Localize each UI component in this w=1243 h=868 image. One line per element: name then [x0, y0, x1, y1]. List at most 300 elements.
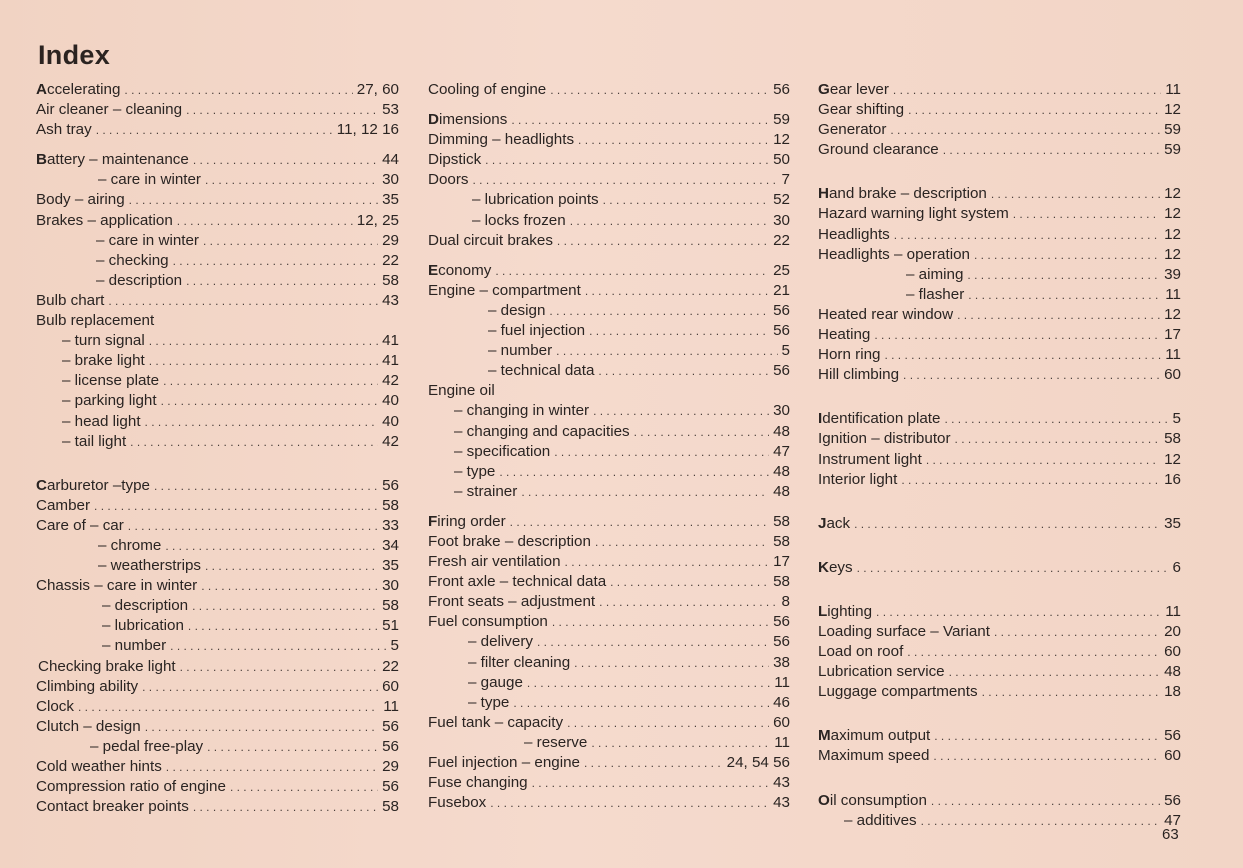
- index-entry-text: arburetor –type: [46, 476, 150, 494]
- index-entry-label: [428, 592, 595, 612]
- index-entry-pages: 17: [1164, 326, 1181, 344]
- dot-leader: [513, 693, 769, 713]
- index-entry-pages: 12: [1164, 245, 1181, 263]
- index-entry-text: – weatherstrips: [98, 557, 201, 575]
- index-entry-label: [428, 512, 506, 532]
- index-entry-pages: 56: [382, 778, 399, 796]
- index-entry-pages: 38: [773, 653, 790, 671]
- index-entry-label: [818, 100, 904, 120]
- index-entry: [818, 682, 1181, 702]
- dot-leader: [974, 245, 1160, 265]
- dot-leader: [890, 120, 1160, 140]
- dot-leader: [907, 642, 1160, 662]
- dot-leader: [511, 110, 769, 130]
- index-entry-label: [36, 616, 184, 636]
- dot-leader: [901, 470, 1160, 490]
- dot-leader: [154, 476, 378, 496]
- index-entry-label: [428, 341, 552, 361]
- index-initial-letter: K: [818, 558, 829, 576]
- index-entry: [428, 462, 790, 482]
- dot-leader: [874, 325, 1160, 345]
- dot-leader: [201, 576, 378, 596]
- index-entry-label: [428, 653, 570, 673]
- index-entry: [36, 100, 399, 120]
- index-entry-label: [428, 211, 566, 231]
- index-entry-text: – reserve: [524, 733, 588, 751]
- index-entry-label: [428, 442, 550, 462]
- index-entry: [428, 693, 790, 713]
- index-entry: [36, 150, 399, 170]
- index-entry-text: – gauge: [468, 673, 523, 691]
- dot-leader: [854, 514, 1160, 534]
- index-entry-text: iring order: [437, 512, 506, 530]
- index-entry: [818, 470, 1181, 490]
- dot-leader: [145, 717, 378, 737]
- index-entry-text: Headlights – operation: [818, 245, 970, 263]
- dot-leader: [994, 622, 1160, 642]
- index-entry-text: Heating: [818, 326, 871, 344]
- index-entry-pages: 41: [382, 352, 399, 370]
- index-entry: [818, 225, 1181, 245]
- dot-leader: [96, 120, 333, 140]
- index-column-3: [818, 80, 1181, 831]
- index-entry: [36, 120, 399, 140]
- index-entry-pages: 22: [382, 251, 399, 269]
- index-entry: [818, 265, 1181, 285]
- index-entry-label: [818, 662, 945, 682]
- index-entry-text: Camber: [36, 496, 91, 514]
- index-entry-text: Hill climbing: [818, 366, 900, 384]
- index-entry-pages: 48: [773, 462, 790, 480]
- index-entry-text: Body – airing: [36, 191, 125, 209]
- index-entry: [36, 496, 399, 516]
- dot-leader: [549, 301, 769, 321]
- dot-leader: [186, 100, 378, 120]
- index-entry-text: – description: [102, 597, 189, 615]
- dot-leader: [129, 190, 378, 210]
- index-entry-label: [818, 140, 939, 160]
- dot-leader: [124, 80, 352, 100]
- index-entry-label: [428, 381, 495, 401]
- index-initial-letter: A: [36, 81, 47, 98]
- index-initial-letter: I: [818, 410, 823, 428]
- index-entry-pages: 6: [1172, 558, 1181, 576]
- index-entry-pages: 48: [1164, 663, 1181, 681]
- index-entry-text: – license plate: [62, 372, 160, 390]
- index-entry: [428, 673, 790, 693]
- index-entry-text: Climbing ability: [36, 677, 139, 695]
- index-entry: [818, 285, 1181, 305]
- index-entry-text: ighting: [827, 602, 873, 620]
- index-initial-letter: O: [818, 791, 830, 809]
- index-entry-pages: 60: [1164, 643, 1181, 661]
- index-initial-letter: B: [36, 151, 47, 169]
- index-entry: [36, 757, 399, 777]
- index-entry-label: [428, 693, 509, 713]
- index-entry: [818, 140, 1181, 160]
- index-entry-label: [428, 532, 591, 552]
- index-entry: [818, 80, 1181, 100]
- dot-leader: [610, 572, 769, 592]
- dot-leader: [593, 401, 769, 421]
- index-entry-pages: 24, 54 56: [726, 754, 790, 771]
- dot-leader: [554, 442, 769, 462]
- index-entry-label: [428, 231, 553, 251]
- index-entry-pages: 12: [1164, 185, 1181, 203]
- dot-leader: [876, 602, 1161, 622]
- index-entry-label: [428, 612, 548, 632]
- dot-leader: [499, 462, 769, 482]
- index-entry-pages: 30: [773, 402, 790, 420]
- dot-leader: [495, 261, 769, 281]
- index-entry-pages: 34: [382, 536, 399, 554]
- index-entry-text: – flasher: [906, 285, 965, 303]
- dot-leader: [893, 80, 1161, 100]
- dot-leader: [170, 636, 386, 656]
- index-initial-letter: E: [428, 261, 439, 279]
- index-entry-pages: 58: [773, 573, 790, 591]
- index-entry: [36, 190, 399, 210]
- index-entry-pages: 58: [382, 597, 399, 615]
- index-entry-text: Fuel tank – capacity: [428, 713, 564, 731]
- index-entry-pages: 48: [773, 482, 790, 500]
- index-entry-text: – specification: [454, 442, 551, 460]
- index-entry-pages: 29: [382, 758, 399, 775]
- dot-leader: [968, 285, 1161, 305]
- index-entry-label: [818, 811, 917, 831]
- index-entry-text: Air cleaner – cleaning: [36, 101, 183, 119]
- index-entry-label: [36, 576, 197, 596]
- index-entry-text: – technical data: [488, 362, 595, 380]
- dot-leader: [591, 733, 770, 753]
- index-entry-pages: 58: [1164, 430, 1181, 448]
- index-entry-label: [36, 80, 120, 100]
- dot-leader: [161, 391, 379, 411]
- dot-leader: [521, 482, 769, 502]
- dot-leader: [957, 305, 1160, 325]
- index-entry-text: – care in winter: [98, 171, 201, 189]
- dot-leader: [128, 516, 378, 536]
- index-entry-text: – type: [454, 462, 496, 480]
- dot-leader: [931, 791, 1160, 811]
- index-entry-pages: 33: [382, 516, 399, 534]
- index-entry: [36, 331, 399, 351]
- index-entry: [428, 482, 790, 502]
- index-entry-label: [36, 231, 199, 251]
- index-entry-text: Luggage compartments: [818, 683, 978, 701]
- index-entry: [428, 150, 790, 170]
- index-entry-label: [428, 793, 486, 813]
- dot-leader: [570, 211, 769, 231]
- index-entry: [428, 422, 790, 442]
- index-entry-pages: 12: [1164, 450, 1181, 468]
- dot-leader: [165, 536, 378, 556]
- index-entry: [818, 305, 1181, 325]
- index-entry-text: Hazard warning light system: [818, 205, 1009, 223]
- index-entry: [428, 592, 790, 612]
- index-entry: [818, 746, 1181, 766]
- index-entry-label: [36, 331, 145, 351]
- index-entry: [428, 572, 790, 592]
- index-entry-pages: 46: [773, 693, 790, 711]
- index-entry-label: [36, 150, 189, 170]
- index-entry-pages: 30: [382, 577, 399, 595]
- dot-leader: [166, 757, 378, 777]
- index-entry-label: [36, 757, 162, 777]
- index-entry-pages: 41: [382, 332, 399, 350]
- index-entry-pages: 12: [1164, 305, 1181, 323]
- dot-leader: [473, 170, 778, 190]
- dot-leader: [943, 140, 1160, 160]
- index-entry-pages: 56: [382, 476, 399, 494]
- index-entry-text: Generator: [818, 121, 887, 139]
- index-entry: [428, 341, 790, 361]
- index-entry-text: Clock: [36, 697, 74, 715]
- index-entry-text: – checking: [96, 251, 169, 269]
- dot-leader: [634, 422, 769, 442]
- index-entry-text: Doors: [428, 171, 469, 189]
- index-initial-letter: C: [36, 476, 47, 494]
- index-entry-pages: 42: [382, 372, 399, 390]
- index-entry-text: – changing in winter: [454, 402, 590, 420]
- index-entry: [428, 361, 790, 381]
- index-entry-pages: 58: [773, 532, 790, 550]
- index-entry-label: [428, 361, 594, 381]
- index-entry-text: – filter cleaning: [468, 653, 571, 671]
- index-entry-pages: 11: [1165, 346, 1181, 364]
- index-entry-pages: 40: [382, 392, 399, 410]
- index-entry-pages: 60: [1164, 366, 1181, 384]
- index-entry-label: [428, 713, 563, 733]
- index-entry: [818, 365, 1181, 385]
- index-entry: [428, 653, 790, 673]
- index-entry-pages: 43: [773, 794, 790, 812]
- index-entry-pages: 16: [1164, 470, 1181, 488]
- index-entry: [36, 291, 399, 311]
- index-entry-pages: 11, 12 16: [336, 121, 399, 139]
- index-entry-pages: 12, 25: [356, 211, 399, 229]
- index-entry-label: [428, 462, 495, 482]
- index-entry: [428, 532, 790, 552]
- index-entry-text: – brake light: [62, 352, 145, 370]
- index-entry: [818, 450, 1181, 470]
- index-entry-pages: 58: [382, 271, 399, 289]
- index-entry-text: attery – maintenance: [46, 151, 189, 169]
- index-entry-pages: 30: [773, 211, 790, 229]
- dot-leader: [574, 653, 769, 673]
- index-entry-text: ccelerating: [46, 81, 121, 98]
- index-entry-text: il consumption: [829, 791, 927, 809]
- index-entry-pages: 56: [773, 362, 790, 380]
- index-entry: [428, 190, 790, 210]
- index-entry-pages: 7: [781, 171, 790, 189]
- index-entry: [36, 616, 399, 636]
- index-entry-text: imensions: [438, 111, 508, 129]
- index-entry-label: [428, 673, 523, 693]
- index-entry: [428, 512, 790, 532]
- index-entry-label: [818, 429, 951, 449]
- index-entry-label: [818, 409, 940, 429]
- index-entry: [428, 552, 790, 572]
- index-entry-label: [428, 733, 587, 753]
- index-entry-label: [818, 285, 964, 305]
- index-entry-pages: 51: [382, 617, 399, 635]
- index-entry-label: [428, 572, 606, 592]
- dot-leader: [192, 596, 378, 616]
- dot-leader: [967, 265, 1160, 285]
- index-entry-label: [36, 596, 188, 616]
- index-entry-pages: 58: [773, 512, 790, 530]
- index-entry-text: – description: [96, 271, 183, 289]
- index-entry-text: Front seats – adjustment: [428, 593, 596, 611]
- dot-leader: [934, 726, 1160, 746]
- index-entry-label: [36, 657, 176, 677]
- index-entry-text: Clutch – design: [36, 717, 141, 735]
- dot-leader: [149, 351, 378, 371]
- index-entry-label: [818, 345, 880, 365]
- index-column-1: [36, 80, 399, 817]
- index-entry: [36, 717, 399, 737]
- dot-leader: [180, 657, 378, 677]
- index-entry-text: – number: [488, 342, 553, 360]
- dot-leader: [585, 281, 769, 301]
- index-entry: [36, 737, 399, 757]
- index-entry-pages: 17: [773, 553, 790, 571]
- index-initial-letter: D: [428, 111, 439, 129]
- index-entry-text: – aiming: [906, 265, 964, 283]
- index-entry-label: [818, 365, 899, 385]
- index-entry-pages: 11: [1165, 285, 1181, 303]
- dot-leader: [94, 496, 378, 516]
- index-entry-pages: 59: [1164, 141, 1181, 159]
- dot-leader: [908, 100, 1160, 120]
- index-entry: [818, 514, 1181, 534]
- dot-leader: [884, 345, 1161, 365]
- index-entry-label: [818, 184, 987, 204]
- index-entry-pages: 11: [1165, 602, 1181, 620]
- index-entry-label: [36, 636, 166, 656]
- index-entry-pages: 35: [382, 557, 399, 575]
- index-entry-text: Dipstick: [428, 151, 482, 169]
- dot-leader: [603, 190, 769, 210]
- index-entry-label: [818, 642, 903, 662]
- index-initial-letter: F: [428, 512, 438, 530]
- index-entry: [36, 371, 399, 391]
- index-entry: [428, 211, 790, 231]
- index-entry-text: Care of – car: [36, 516, 124, 534]
- index-entry-text: – fuel injection: [488, 322, 586, 340]
- index-entry-label: [818, 558, 853, 578]
- index-entry-pages: 52: [773, 191, 790, 209]
- index-entry-label: [818, 120, 886, 140]
- index-entry: [428, 632, 790, 652]
- index-entry-text: Ash tray: [36, 121, 92, 139]
- index-entry-text: Dimming – headlights: [428, 131, 575, 149]
- index-initial-letter: M: [818, 727, 831, 745]
- index-entry: [428, 612, 790, 632]
- dot-leader: [207, 737, 378, 757]
- index-entry-label: [36, 737, 203, 757]
- index-entry-pages: 5: [781, 342, 790, 360]
- index-entry: [36, 412, 399, 432]
- index-entry: [428, 773, 790, 793]
- index-entry: [818, 245, 1181, 265]
- index-entry-label: [818, 450, 922, 470]
- index-entry: [36, 576, 399, 596]
- index-entry-pages: 30: [382, 171, 399, 189]
- index-entry-label: [36, 311, 154, 331]
- index-entry: [428, 442, 790, 462]
- index-entry-pages: 8: [781, 593, 790, 611]
- index-entry-text: Gear shifting: [818, 101, 905, 119]
- index-entry-label: [428, 261, 491, 281]
- index-entry-pages: 12: [1164, 205, 1181, 223]
- index-entry-text: – parking light: [62, 392, 157, 410]
- dot-leader: [589, 321, 769, 341]
- index-entry-label: [36, 120, 92, 140]
- dot-leader: [230, 777, 378, 797]
- index-entry: [428, 381, 790, 401]
- index-entry: [36, 251, 399, 271]
- dot-leader: [205, 556, 378, 576]
- dot-leader: [149, 331, 378, 351]
- index-entry-pages: 56: [773, 613, 790, 631]
- index-entry: [36, 170, 399, 190]
- index-entry-label: [818, 265, 963, 285]
- dot-leader: [567, 713, 769, 733]
- dot-leader: [578, 130, 769, 150]
- index-entry-label: [818, 602, 872, 622]
- index-entry-pages: 48: [773, 422, 790, 440]
- index-entry-text: and brake – description: [828, 185, 987, 203]
- index-entry: [428, 231, 790, 251]
- index-entry-label: [428, 301, 545, 321]
- index-entry-label: [818, 791, 927, 811]
- index-entry-text: Headlights: [818, 225, 890, 243]
- index-entry-text: – tail light: [62, 432, 127, 450]
- dot-leader: [584, 753, 723, 773]
- index-entry: [818, 120, 1181, 140]
- index-entry: [428, 793, 790, 813]
- index-entry: [428, 261, 790, 281]
- index-entry-text: Fuel injection – engine: [428, 754, 580, 771]
- index-entry: [36, 351, 399, 371]
- index-entry-pages: 20: [1164, 622, 1181, 640]
- index-entry: [36, 636, 399, 656]
- index-entry-pages: 58: [382, 496, 399, 514]
- dot-leader: [510, 512, 769, 532]
- index-entry: [818, 429, 1181, 449]
- index-entry: [818, 662, 1181, 682]
- dot-leader: [991, 184, 1160, 204]
- index-entry: [36, 80, 399, 100]
- index-entry-pages: 56: [1164, 727, 1181, 745]
- index-entry-label: [428, 80, 546, 100]
- index-entry: [818, 811, 1181, 831]
- index-entry-text: aximum output: [830, 727, 931, 745]
- index-entry-pages: 5: [1172, 410, 1181, 428]
- index-entry-text: – locks frozen: [472, 211, 566, 229]
- index-entry-pages: 40: [382, 412, 399, 430]
- index-entry-pages: 60: [382, 677, 399, 695]
- index-entry-pages: 5: [390, 637, 399, 655]
- index-entry-label: [428, 482, 517, 502]
- index-entry-text: Load on roof: [818, 643, 904, 661]
- index-entry-label: [818, 682, 978, 702]
- index-entry-label: [36, 100, 182, 120]
- index-entry-pages: 39: [1164, 265, 1181, 283]
- index-entry-pages: 12: [1164, 101, 1181, 119]
